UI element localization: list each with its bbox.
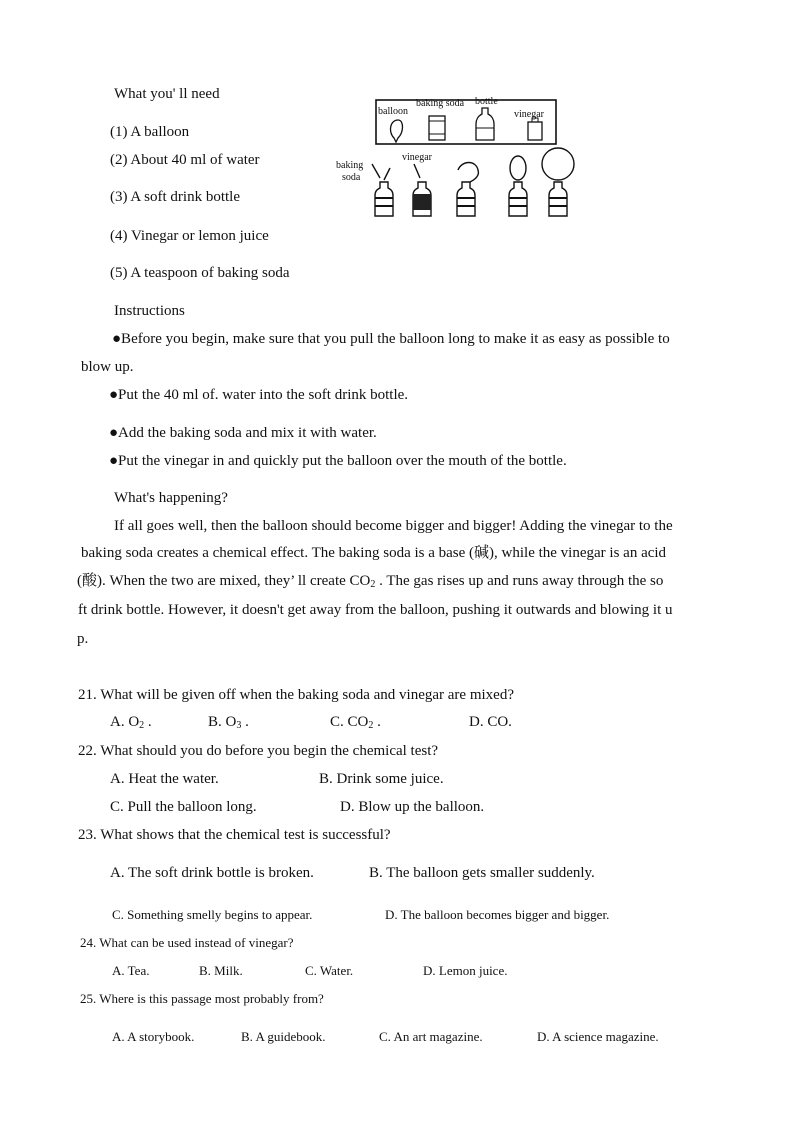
q25-option-a: A. A storybook.: [112, 1029, 195, 1044]
happening-line-4: ft drink bottle. However, it doesn't get away from the balloon, pushing it outwards and blowing it u: [78, 602, 673, 618]
question-22: 22. What should you do before you begin the chemical test?: [78, 743, 439, 759]
need-item-2: (2) About 40 ml of water: [110, 152, 260, 168]
q25-option-b: B. A guidebook.: [241, 1029, 326, 1044]
need-item-4: (4) Vinegar or lemon juice: [110, 228, 269, 244]
q21-option-c: C. $CO_2$ .: [330, 714, 381, 731]
need-item-3: (3) A soft drink bottle: [110, 189, 240, 205]
q22-option-a: A. Heat the water.: [110, 771, 219, 787]
balloon-icon: [391, 120, 403, 142]
instructions-heading: Instructions: [114, 303, 185, 319]
q22-option-d: D. Blow up the balloon.: [340, 799, 485, 815]
step-1-bottle-icon: [372, 164, 393, 216]
q25-option-c: C. An art magazine.: [379, 1029, 483, 1044]
step-3-bottle-icon: [457, 163, 478, 217]
label-balloon: balloon: [378, 106, 408, 117]
question-23: 23. What shows that the chemical test is successful?: [78, 827, 391, 843]
label-step-soda: soda: [342, 172, 361, 183]
q24-option-c: C. Water.: [305, 963, 354, 978]
q22-option-b: B. Drink some juice.: [319, 771, 444, 787]
need-item-5: (5) A teaspoon of baking soda: [110, 265, 290, 281]
instruction-2: ●Put the 40 ml of. water into the soft drink bottle.: [109, 387, 409, 403]
happening-heading: What's happening?: [114, 490, 228, 506]
happening-line-5: p.: [77, 631, 89, 647]
q23-option-a: A. The soft drink bottle is broken.: [110, 865, 314, 881]
step-2-bottle-icon: [413, 164, 431, 216]
happening-line-3a: (酸). When the two are mixed, they’ ll create CO: [77, 573, 371, 589]
q23-option-c: C. Something smelly begins to appear.: [112, 907, 313, 922]
instruction-1-line2: blow up.: [81, 359, 134, 375]
happening-line-2: baking soda creates a chemical effect. The baking soda is a base (碱), while the vinegar is an acid: [81, 545, 667, 561]
q23-option-d: D. The balloon becomes bigger and bigger.: [385, 907, 610, 922]
need-heading: What you' ll need: [114, 86, 220, 102]
instruction-3: ●Add the baking soda and mix it with water.: [109, 425, 377, 441]
question-25: 25. Where is this passage most probably from?: [80, 991, 324, 1006]
happening-line-3: [77, 572, 663, 590]
q22-option-c: C. Pull the balloon long.: [110, 799, 257, 815]
happening-line-1: If all goes well, then the balloon should become bigger and bigger! Adding the vinegar to the: [114, 518, 673, 534]
vinegar-bottle-icon: [528, 118, 542, 140]
label-step-vinegar: vinegar: [402, 152, 432, 163]
q24-option-a: A. Tea.: [112, 963, 150, 978]
label-vinegar: vinegar: [514, 109, 544, 120]
baking-soda-jar-icon: [429, 116, 445, 140]
q25-option-d: D. A science magazine.: [537, 1029, 659, 1044]
bottle-icon: [476, 108, 494, 140]
step-4-bottle-icon: [509, 156, 527, 216]
happening-line-3b: . The gas rises up and runs away through the so: [379, 573, 664, 589]
q21-option-a: A. $O_2$ .: [110, 714, 152, 731]
q23-option-b: B. The balloon gets smaller suddenly.: [369, 865, 595, 881]
co2-subscript: 2: [370, 579, 376, 590]
question-24: 24. What can be used instead of vinegar?: [80, 935, 294, 950]
label-baking-soda: baking soda: [416, 98, 465, 109]
label-step-baking: baking: [336, 160, 364, 171]
instruction-1-line1: ●Before you begin, make sure that you pull the balloon long to make it as easy as possible to: [112, 331, 670, 347]
step-5-bottle-icon: [542, 148, 574, 216]
instruction-4: ●Put the vinegar in and quickly put the balloon over the mouth of the bottle.: [109, 453, 567, 469]
need-item-1: (1) A balloon: [110, 124, 190, 140]
q21-option-d: D. CO.: [469, 714, 512, 730]
label-bottle: bottle: [475, 96, 498, 107]
q24-option-d: D. Lemon juice.: [423, 963, 508, 978]
question-21: 21. What will be given off when the baking soda and vinegar are mixed?: [78, 687, 514, 703]
q24-option-b: B. Milk.: [199, 963, 243, 978]
q21-option-b: B. $O_3$ .: [208, 714, 249, 731]
experiment-diagram: [332, 90, 582, 222]
